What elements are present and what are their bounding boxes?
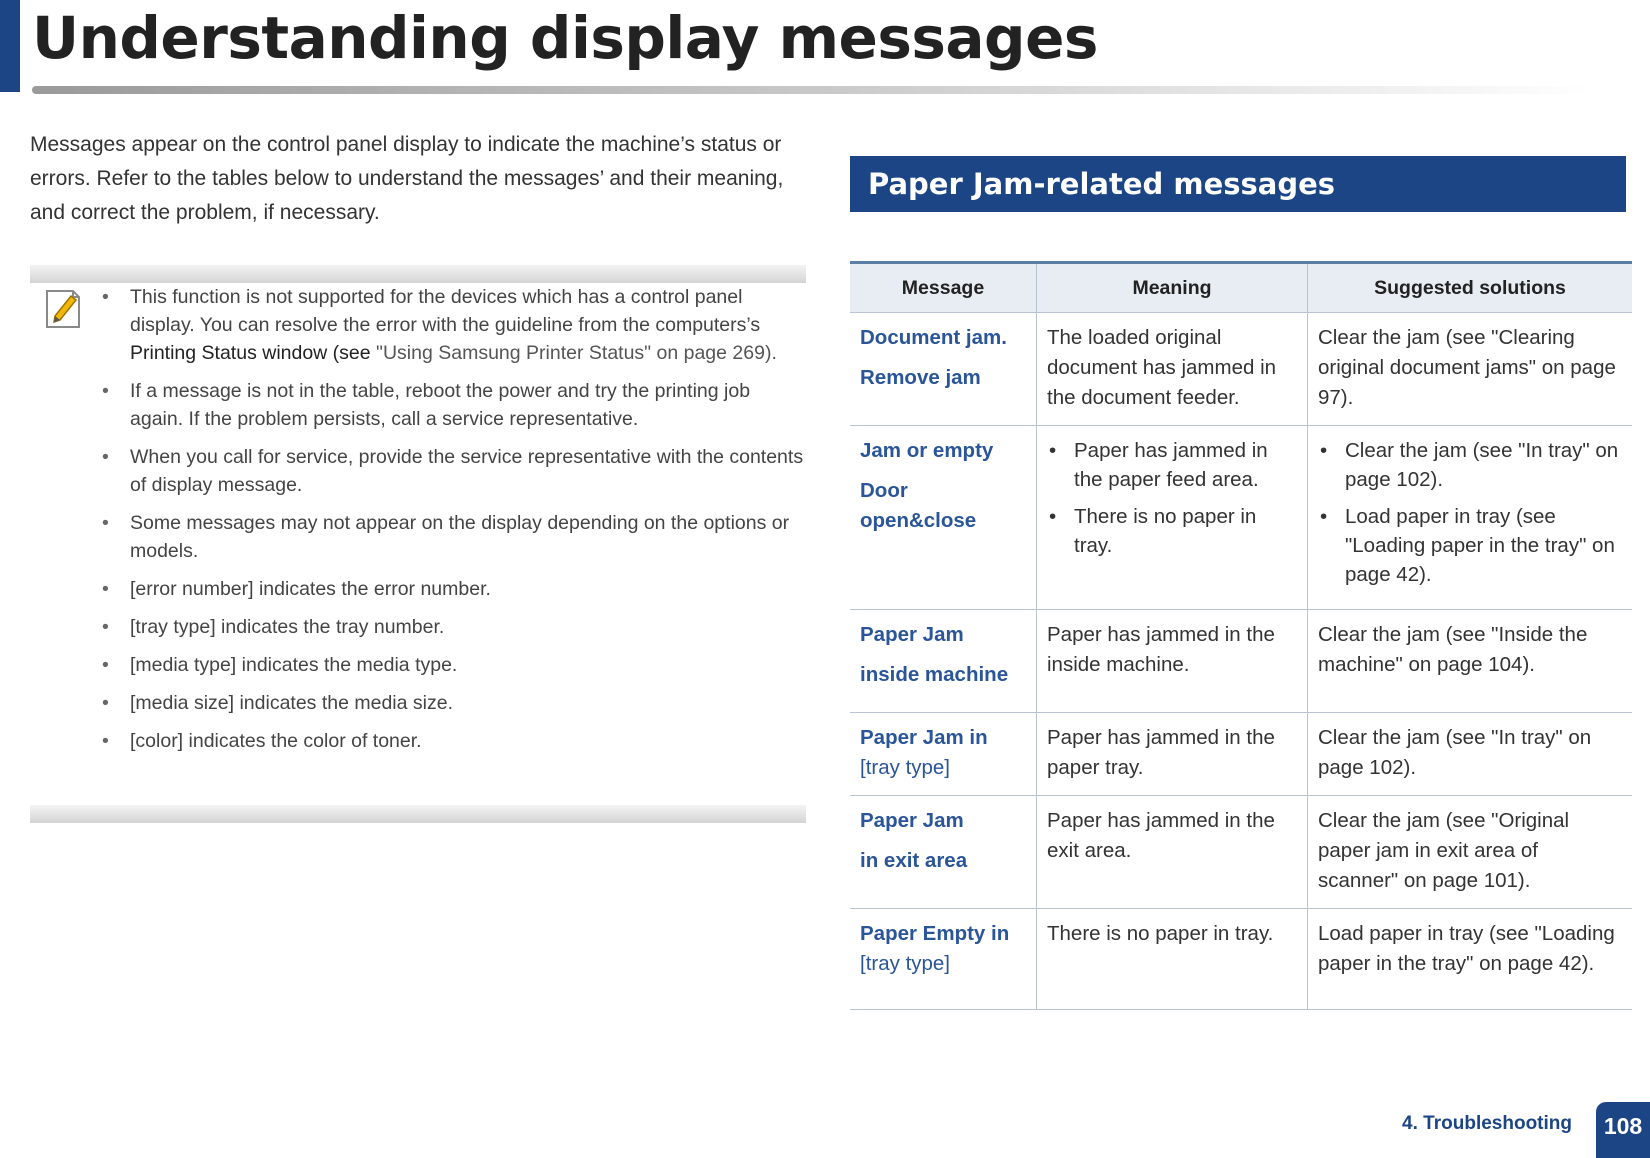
note-item: • When you call for service, provide the service representative with the contents of display message. — [100, 443, 806, 499]
note-bottom-bar — [30, 805, 806, 823]
meaning-item: • Paper has jammed in the paper feed area. — [1047, 436, 1297, 494]
message-bold: Paper Empty in — [860, 922, 1010, 945]
message-line: Document jam. — [860, 326, 1007, 349]
intro-paragraph: Messages appear on the control panel display to indicate the machine’s status or errors. Refer to the tables below to understand the messages’ and their meaning, and correct the problem, if necessary. — [30, 133, 784, 224]
table-row — [850, 909, 1632, 1010]
table-header-row — [850, 263, 1632, 313]
footer-chapter: 4. Troubleshooting — [1402, 1113, 1572, 1134]
note-item: • [color] indicates the color of toner. — [100, 727, 806, 755]
printer-status-link[interactable]: "Using Samsung Printer Status" on page 269). — [376, 342, 777, 364]
solution-list — [1318, 436, 1622, 589]
meaning-list — [1047, 436, 1297, 560]
note-item: • Some messages may not appear on the display depending on the options or models. — [100, 509, 806, 565]
table-row — [850, 713, 1632, 796]
column-header-meaning: Meaning — [1037, 263, 1308, 313]
message-bold: Paper Jam in — [860, 726, 988, 749]
note-item: • [media type] indicates the media type. — [100, 651, 806, 679]
table-row — [850, 426, 1632, 610]
note-list — [100, 283, 806, 765]
solution-cell[interactable]: Load paper in tray (see "Loading paper in the tray" on page 42). — [1308, 909, 1633, 1010]
solution-cell — [1308, 426, 1633, 610]
message-param: [tray type] — [860, 756, 951, 779]
note-top-bar — [30, 265, 806, 283]
section-title: Paper Jam-related messages — [850, 156, 1626, 212]
title-underline — [32, 86, 1592, 94]
page-number: 108 — [1596, 1102, 1650, 1158]
message-cell — [850, 909, 1037, 1010]
page-title: Understanding display messages — [32, 4, 1098, 72]
table-row — [850, 610, 1632, 713]
solution-cell[interactable]: Clear the jam (see "Original paper jam in exit area of scanner" on page 101). — [1308, 796, 1633, 909]
table-row — [850, 313, 1632, 426]
message-cell — [850, 610, 1037, 713]
meaning-cell: Paper has jammed in the paper tray. — [1037, 713, 1308, 796]
meaning-cell: Paper has jammed in the exit area. — [1037, 796, 1308, 909]
note-item-text: This function is not supported for the devices which has a control panel display. You can resolve the error with the guideline from the computers’s — [130, 286, 761, 336]
solution-item[interactable]: • Clear the jam (see "In tray" on page 102). — [1318, 436, 1622, 494]
message-param: [tray type] — [860, 952, 951, 975]
meaning-item: • There is no paper in tray. — [1047, 502, 1297, 560]
message-cell — [850, 313, 1037, 426]
message-line: Paper Jam — [860, 809, 964, 832]
note-item: • [tray type] indicates the tray number. — [100, 613, 806, 641]
message-cell — [850, 426, 1037, 610]
solution-item[interactable]: • Load paper in tray (see "Loading paper in the tray" on page 42). — [1318, 502, 1622, 589]
meaning-cell: The loaded original document has jammed in the document feeder. — [1037, 313, 1308, 426]
printing-status-window-text: Printing Status window (see — [130, 342, 377, 364]
solution-cell[interactable]: Clear the jam (see "Clearing original document jams" on page 97). — [1308, 313, 1633, 426]
message-cell — [850, 713, 1037, 796]
meaning-cell: Paper has jammed in the inside machine. — [1037, 610, 1308, 713]
paper-jam-messages-table — [850, 261, 1632, 1010]
solution-cell[interactable]: Clear the jam (see "Inside the machine" on page 104). — [1308, 610, 1633, 713]
message-line: Remove jam — [860, 366, 981, 389]
message-line: Paper Jam — [860, 623, 964, 646]
message-cell — [850, 796, 1037, 909]
meaning-cell — [1037, 426, 1308, 610]
note-item — [100, 283, 806, 367]
title-accent-bar — [0, 0, 20, 92]
note-item: • If a message is not in the table, reboot the power and try the printing job again. If the problem persists, call a service representative. — [100, 377, 806, 433]
note-item: • [media size] indicates the media size. — [100, 689, 806, 717]
message-line: inside machine — [860, 663, 1009, 686]
column-header-solutions: Suggested solutions — [1308, 263, 1633, 313]
meaning-cell: There is no paper in tray. — [1037, 909, 1308, 1010]
note-pencil-icon — [44, 288, 82, 330]
solution-cell[interactable]: Clear the jam (see "In tray" on page 102). — [1308, 713, 1633, 796]
column-header-message: Message — [850, 263, 1037, 313]
table-row — [850, 796, 1632, 909]
message-line: Jam or empty — [860, 439, 994, 462]
note-item: • [error number] indicates the error number. — [100, 575, 806, 603]
message-line: Door open&close — [860, 479, 977, 532]
message-line: in exit area — [860, 849, 968, 872]
